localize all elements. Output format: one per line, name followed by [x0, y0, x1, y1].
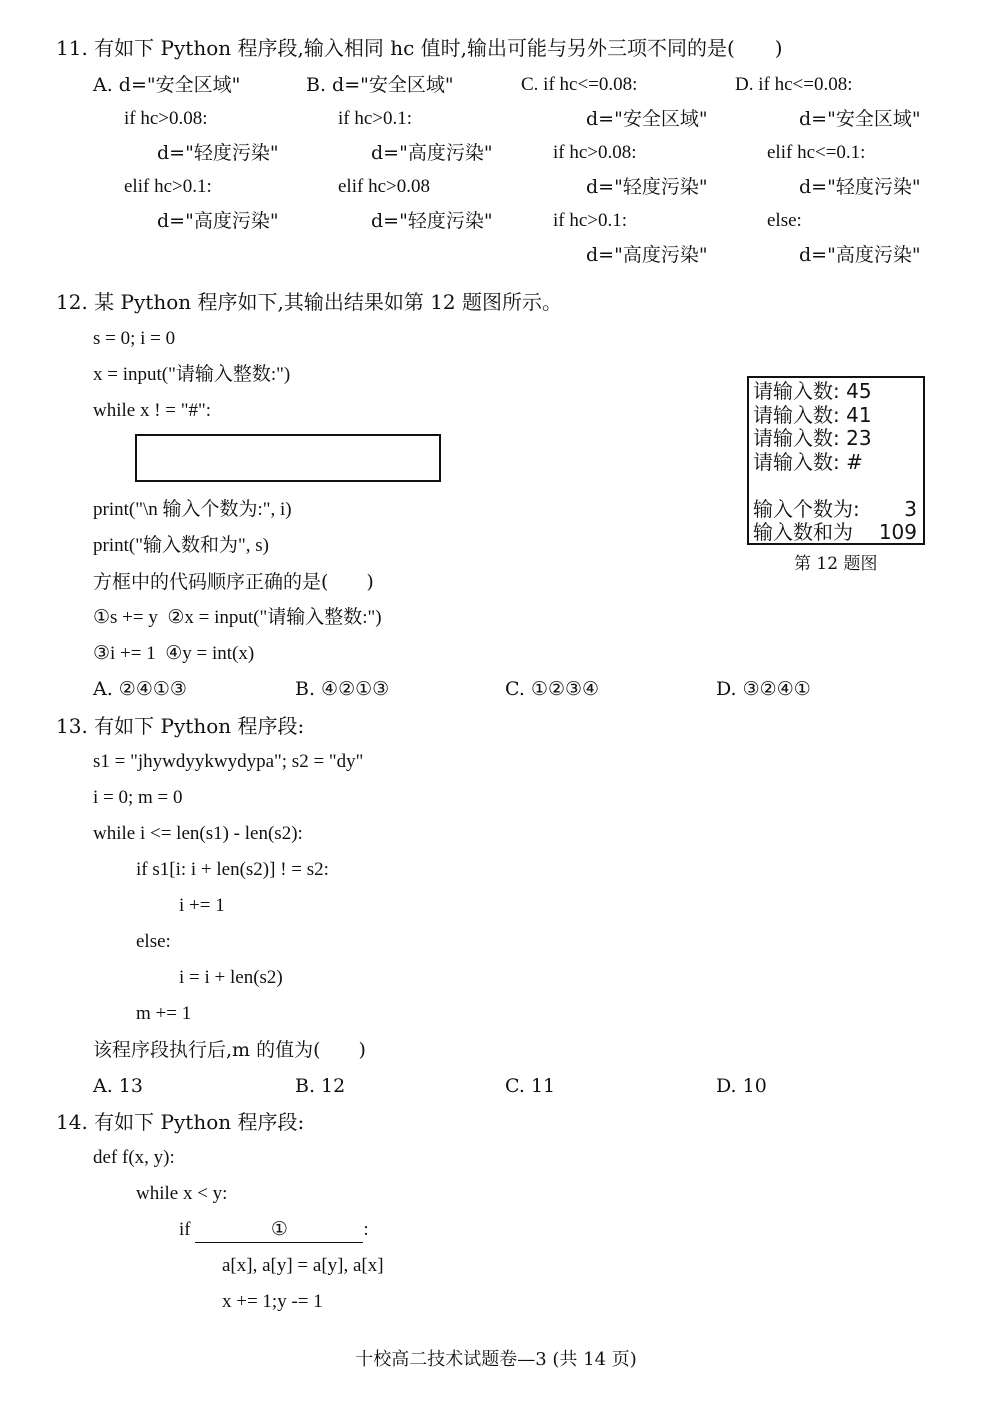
q11-optD-line1: D. if hc<=0.08: [735, 74, 853, 95]
q14-code-line2: while x < y: [136, 1183, 228, 1204]
terminal-blank-line [753, 474, 919, 498]
q13-code-line5: i += 1 [179, 895, 225, 916]
q11-optC-line2: d="安全区域" [586, 108, 708, 130]
q14-code-line4: a[x], a[y] = a[y], a[x] [222, 1255, 384, 1276]
q12-items-row2: ③i += 1 ④y = int(x) [93, 643, 255, 664]
q11-optB-line5: d="轻度污染" [371, 210, 493, 232]
q11-optB-line3: d="高度污染" [371, 142, 493, 164]
q13-code-line2: i = 0; m = 0 [93, 787, 183, 808]
page-footer: 十校高二技术试题卷—3 (共 14 页) [355, 1349, 637, 1370]
q13-code-line8: m += 1 [136, 1003, 192, 1024]
q11-optA-line5: d="高度污染" [157, 210, 279, 232]
q11-optB-line4: elif hc>0.08 [338, 176, 430, 197]
terminal-count-line [753, 498, 919, 522]
q11-optB-line2: if hc>0.1: [338, 108, 413, 129]
q12-code-line5: print("输入数和为", s) [93, 535, 269, 556]
terminal-line: 请输入数: 41 [753, 402, 872, 427]
q11-optC-line5: if hc>0.1: [553, 210, 628, 231]
terminal-line: 请输入数: 23 [753, 426, 872, 450]
terminal-line: 请输入数: # [753, 449, 863, 474]
q11-stem: 11. 有如下 Python 程序段,输入相同 hc 值时,输出可能与另外三项不同的是( ) [56, 36, 783, 60]
q13-option-a: A. 13 [93, 1075, 143, 1097]
q11-optD-line6: d="高度污染" [799, 244, 921, 266]
q11-optC-line4: d="轻度污染" [586, 176, 708, 198]
q13-code-line1: s1 = "jhywdyykwydypa"; s2 = "dy" [93, 751, 364, 772]
q12-code-line3: while x ! = "#": [93, 400, 212, 421]
q13-code-line7: i = i + len(s2) [179, 967, 283, 988]
q12-items-row1: ①s += y ②x = input("请输入整数:") [93, 607, 382, 628]
q12-code-line2: x = input("请输入整数:") [93, 364, 291, 385]
q11-optA-line1: A. d="安全区域" [93, 74, 241, 96]
q11-optC-line3: if hc>0.08: [553, 142, 637, 163]
q13-option-c: C. 11 [505, 1075, 556, 1097]
q14-stem: 14. 有如下 Python 程序段: [56, 1110, 305, 1134]
terminal-sum-line [753, 521, 919, 545]
q12-option-b: B. ④②①③ [295, 678, 390, 700]
q11-optD-line5: else: [767, 210, 802, 231]
q12-option-c: C. ①②③④ [505, 678, 600, 700]
terminal-count-value: 3 [904, 496, 917, 521]
q14-code-line3 [179, 1218, 369, 1243]
q12-code-line1: s = 0; i = 0 [93, 328, 176, 349]
q12-figure-caption: 第 12 题图 [794, 554, 878, 574]
q13-code-line3: while i <= len(s1) - len(s2): [93, 823, 303, 844]
q11-optA-line3: d="轻度污染" [157, 142, 279, 164]
q13-option-b: B. 12 [295, 1075, 346, 1097]
q14-blank-1: ① [195, 1218, 363, 1243]
q14-code-line5: x += 1;y -= 1 [222, 1291, 323, 1312]
q14-if-keyword: if [179, 1219, 191, 1240]
q11-optD-line2: d="安全区域" [799, 108, 921, 130]
q11-optB-line1: B. d="安全区域" [306, 74, 454, 96]
q12-option-d: D. ③②④① [716, 678, 811, 700]
q11-optC-line1: C. if hc<=0.08: [521, 74, 638, 95]
q12-option-a: A. ②④①③ [93, 678, 187, 700]
q11-optC-line6: d="高度污染" [586, 244, 708, 266]
terminal-count-label: 输入个数为: [753, 496, 860, 521]
q11-optD-line3: elif hc<=0.1: [767, 142, 866, 163]
terminal-sum-label: 输入数和为 [753, 520, 853, 544]
q13-code-line6: else: [136, 931, 171, 952]
q12-terminal-figure [747, 376, 925, 545]
q13-code-line4: if s1[i: i + len(s2)] ! = s2: [136, 859, 329, 880]
q11-optD-line4: d="轻度污染" [799, 176, 921, 198]
q13-ask: 该程序段执行后,m 的值为( ) [93, 1039, 366, 1061]
q14-colon: : [363, 1219, 369, 1240]
q13-stem: 13. 有如下 Python 程序段: [56, 714, 305, 738]
q12-ask: 方框中的代码顺序正确的是( ) [93, 571, 374, 593]
q11-optA-line4: elif hc>0.1: [124, 176, 212, 197]
terminal-line: 请输入数: 45 [753, 379, 872, 403]
q11-optA-line2: if hc>0.08: [124, 108, 208, 129]
q12-stem: 12. 某 Python 程序如下,其输出结果如第 12 题图所示。 [56, 290, 562, 314]
q14-code-line1: def f(x, y): [93, 1147, 175, 1168]
q12-answer-box [135, 434, 441, 482]
q13-option-d: D. 10 [716, 1075, 767, 1097]
q12-code-line4: print("\n 输入个数为:", i) [93, 499, 292, 520]
terminal-sum-value: 109 [878, 520, 917, 544]
